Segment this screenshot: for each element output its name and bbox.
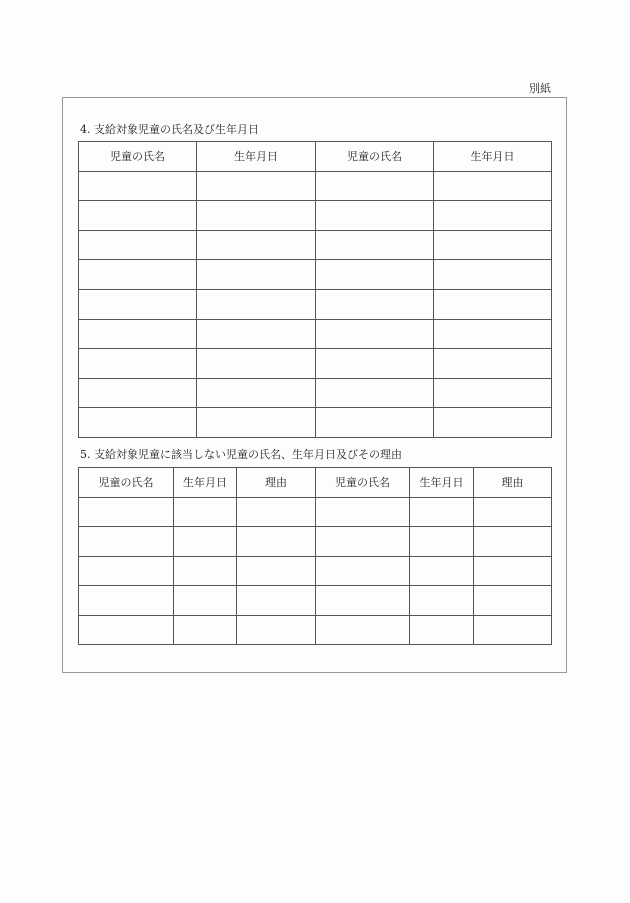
table-row xyxy=(79,586,552,616)
entry-cell[interactable] xyxy=(197,201,316,231)
entry-cell[interactable] xyxy=(197,289,316,319)
entry-cell[interactable] xyxy=(474,497,552,527)
entry-cell[interactable] xyxy=(197,260,316,290)
entry-cell[interactable] xyxy=(316,230,434,260)
header-child-name: 児童の氏名 xyxy=(79,142,197,172)
entry-cell[interactable] xyxy=(410,556,474,586)
entry-cell[interactable] xyxy=(434,408,552,438)
header-child-name: 児童の氏名 xyxy=(316,468,410,498)
entry-cell[interactable] xyxy=(237,586,316,616)
entry-cell[interactable] xyxy=(237,615,316,645)
entry-cell[interactable] xyxy=(410,527,474,557)
table-row xyxy=(79,497,552,527)
entry-cell[interactable] xyxy=(79,586,174,616)
header-birthdate: 生年月日 xyxy=(410,468,474,498)
entry-cell[interactable] xyxy=(79,260,197,290)
entry-cell[interactable] xyxy=(197,171,316,201)
entry-cell[interactable] xyxy=(197,230,316,260)
entry-cell[interactable] xyxy=(237,497,316,527)
entry-cell[interactable] xyxy=(79,527,174,557)
entry-cell[interactable] xyxy=(434,349,552,379)
entry-cell[interactable] xyxy=(79,201,197,231)
entry-cell[interactable] xyxy=(197,319,316,349)
table-header-row xyxy=(79,142,552,172)
table-row xyxy=(79,615,552,645)
table-row xyxy=(79,378,552,408)
entry-cell[interactable] xyxy=(434,260,552,290)
entry-cell[interactable] xyxy=(79,319,197,349)
entry-cell[interactable] xyxy=(79,615,174,645)
entry-cell[interactable] xyxy=(79,349,197,379)
header-birthdate: 生年月日 xyxy=(434,142,552,172)
table-row xyxy=(79,289,552,319)
entry-cell[interactable] xyxy=(316,586,410,616)
entry-cell[interactable] xyxy=(316,201,434,231)
entry-cell[interactable] xyxy=(434,201,552,231)
entry-cell[interactable] xyxy=(316,319,434,349)
entry-cell[interactable] xyxy=(410,586,474,616)
table-row xyxy=(79,230,552,260)
entry-cell[interactable] xyxy=(434,171,552,201)
entry-cell[interactable] xyxy=(237,556,316,586)
table-header-row xyxy=(79,468,552,498)
entry-cell[interactable] xyxy=(316,408,434,438)
entry-cell[interactable] xyxy=(79,289,197,319)
entry-cell[interactable] xyxy=(79,408,197,438)
header-child-name: 児童の氏名 xyxy=(316,142,434,172)
header-child-name: 児童の氏名 xyxy=(79,468,174,498)
table-row xyxy=(79,527,552,557)
table-row xyxy=(79,319,552,349)
header-reason: 理由 xyxy=(474,468,552,498)
entry-cell[interactable] xyxy=(174,527,237,557)
entry-cell[interactable] xyxy=(316,497,410,527)
header-birthdate: 生年月日 xyxy=(197,142,316,172)
annex-label: 別紙 xyxy=(529,82,551,95)
entry-cell[interactable] xyxy=(316,527,410,557)
entry-cell[interactable] xyxy=(197,378,316,408)
section5-title: 5. 支給対象児童に該当しない児童の氏名、生年月日及びその理由 xyxy=(80,448,402,461)
entry-cell[interactable] xyxy=(79,171,197,201)
entry-cell[interactable] xyxy=(316,378,434,408)
entry-cell[interactable] xyxy=(474,527,552,557)
section4-table xyxy=(78,141,552,438)
entry-cell[interactable] xyxy=(434,230,552,260)
entry-cell[interactable] xyxy=(316,349,434,379)
entry-cell[interactable] xyxy=(410,497,474,527)
table-row xyxy=(79,408,552,438)
entry-cell[interactable] xyxy=(434,378,552,408)
entry-cell[interactable] xyxy=(79,378,197,408)
entry-cell[interactable] xyxy=(316,556,410,586)
entry-cell[interactable] xyxy=(237,527,316,557)
entry-cell[interactable] xyxy=(316,260,434,290)
entry-cell[interactable] xyxy=(316,289,434,319)
entry-cell[interactable] xyxy=(79,497,174,527)
entry-cell[interactable] xyxy=(474,586,552,616)
entry-cell[interactable] xyxy=(474,556,552,586)
entry-cell[interactable] xyxy=(316,171,434,201)
header-birthdate: 生年月日 xyxy=(174,468,237,498)
entry-cell[interactable] xyxy=(434,319,552,349)
header-reason: 理由 xyxy=(237,468,316,498)
entry-cell[interactable] xyxy=(174,586,237,616)
entry-cell[interactable] xyxy=(174,615,237,645)
entry-cell[interactable] xyxy=(79,556,174,586)
entry-cell[interactable] xyxy=(79,230,197,260)
entry-cell[interactable] xyxy=(197,349,316,379)
entry-cell[interactable] xyxy=(316,615,410,645)
table-row xyxy=(79,556,552,586)
entry-cell[interactable] xyxy=(474,615,552,645)
entry-cell[interactable] xyxy=(174,497,237,527)
table-row xyxy=(79,260,552,290)
entry-cell[interactable] xyxy=(197,408,316,438)
table-row xyxy=(79,171,552,201)
section4-title: 4. 支給対象児童の氏名及び生年月日 xyxy=(80,123,259,136)
table-row xyxy=(79,201,552,231)
entry-cell[interactable] xyxy=(434,289,552,319)
section5-table xyxy=(78,467,552,645)
table-row xyxy=(79,349,552,379)
entry-cell[interactable] xyxy=(410,615,474,645)
entry-cell[interactable] xyxy=(174,556,237,586)
